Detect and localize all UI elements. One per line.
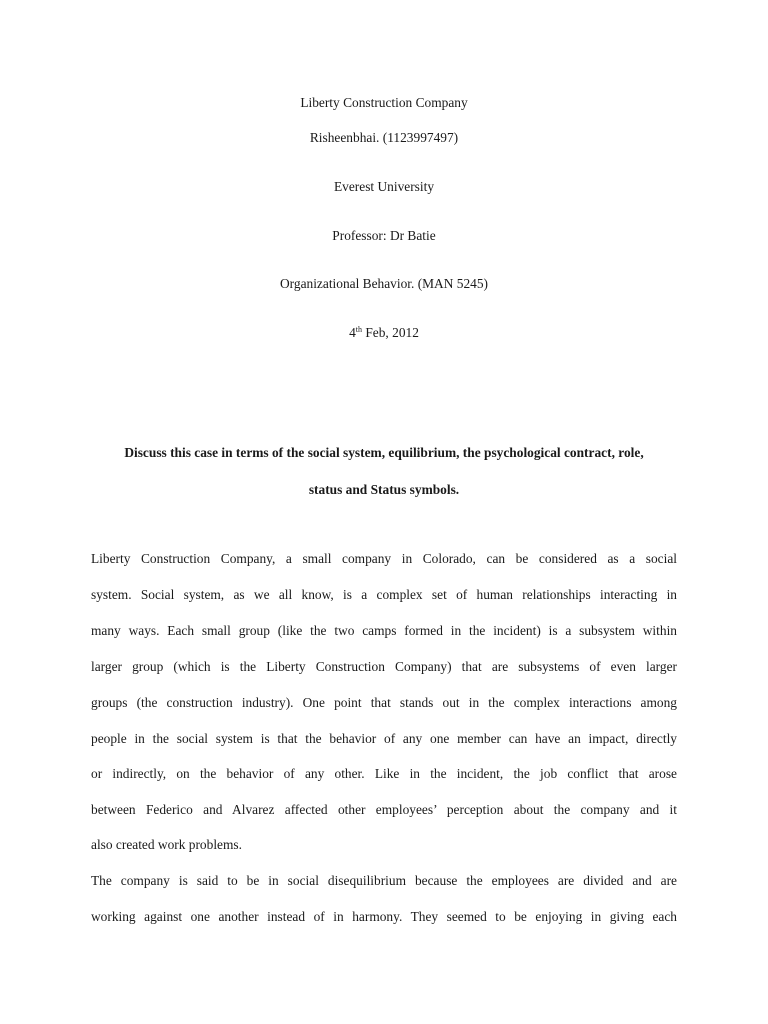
question-heading-line-2: status and Status symbols. bbox=[308, 482, 460, 497]
question-heading-line-1: Discuss this case in terms of the social system, equilibrium, the psychological contract, role, bbox=[124, 445, 644, 460]
author-line: Risheenbhai. (1123997497) bbox=[309, 130, 459, 145]
institution-line: Everest University bbox=[333, 179, 435, 194]
date-rest: Feb, 2012 bbox=[362, 325, 419, 340]
date-day: 4 bbox=[349, 325, 356, 340]
paragraph-line: or indirectly, on the behavior of any other. Like in the incident, the job conflict that arose bbox=[91, 766, 677, 781]
paragraph-line: The company is said to be in social disequilibrium because the employees are divided and are bbox=[91, 873, 677, 888]
paragraph-line: between Federico and Alvarez affected other employees’ perception about the company and it bbox=[91, 802, 677, 817]
paragraph-line: Liberty Construction Company, a small company in Colorado, can be considered as a social bbox=[91, 551, 677, 566]
paragraph-line: also created work problems. bbox=[91, 837, 242, 852]
professor-line: Professor: Dr Batie bbox=[332, 228, 436, 243]
paragraph-line: system. Social system, as we all know, is a complex set of human relationships interacting in bbox=[91, 587, 677, 602]
course-line: Organizational Behavior. (MAN 5245) bbox=[279, 276, 488, 291]
paragraph-line: many ways. Each small group (like the two camps formed in the incident) is a subsystem within bbox=[91, 623, 677, 638]
date-line bbox=[0, 324, 768, 342]
paragraph-line: larger group (which is the Liberty Construction Company) that are subsystems of even larger bbox=[91, 659, 677, 674]
paragraph-line: people in the social system is that the behavior of any one member can have an impact, directly bbox=[91, 731, 677, 746]
paragraph-line: groups (the construction industry). One point that stands out in the complex interactions among bbox=[91, 695, 677, 710]
paragraph-line: working against one another instead of in harmony. They seemed to be enjoying in giving each bbox=[91, 909, 677, 924]
date-suffix: th bbox=[355, 325, 362, 334]
document-title: Liberty Construction Company bbox=[300, 95, 468, 110]
